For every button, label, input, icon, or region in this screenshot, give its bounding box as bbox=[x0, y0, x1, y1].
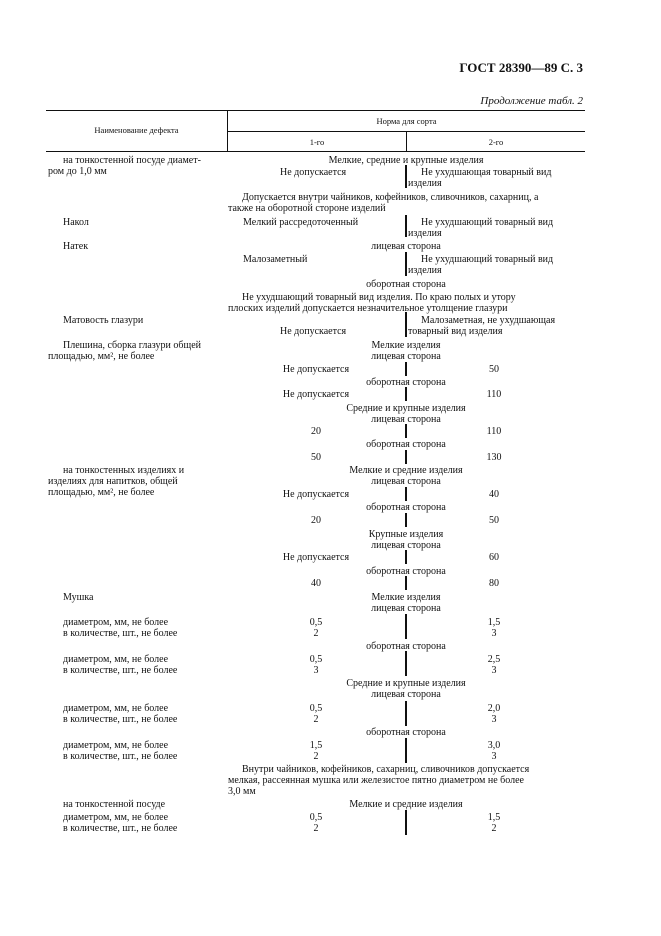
grade-2-value: изделия bbox=[408, 265, 442, 276]
defect-name: изделиях для напитков, общей bbox=[48, 476, 178, 487]
grade-2-value: 3 bbox=[491, 665, 497, 676]
grade-2-value: 1,5 bbox=[487, 617, 501, 628]
grade-2-value: 60 bbox=[489, 552, 499, 563]
note-text: мелкая, рассеянная мушка или железистое пятно диаметром не более bbox=[228, 775, 524, 786]
note-text: Не ухудшающий товарный вид изделия. По краю полых и утору bbox=[242, 292, 516, 303]
grade-separator bbox=[405, 215, 407, 237]
param-label: в количестве, шт., не более bbox=[63, 628, 178, 639]
grade-1-value: Не допускается bbox=[282, 364, 350, 375]
size-group-label: Мелкие, средние и крупные изделия bbox=[328, 155, 484, 166]
grade-separator bbox=[405, 312, 407, 337]
defect-name: площадью, мм², не более bbox=[48, 351, 155, 362]
standard-designation: ГОСТ 28390—89 С. 3 bbox=[459, 60, 583, 75]
side-label: лицевая сторона bbox=[371, 351, 441, 362]
grade-separator bbox=[405, 165, 407, 188]
grade-1-value: 50 bbox=[311, 452, 321, 463]
param-label: в количестве, шт., не более bbox=[63, 665, 178, 676]
grade-2-value: Не ухудшающая товарный вид bbox=[421, 167, 552, 178]
defect-name: на тонкостенной посуде диамет- bbox=[63, 155, 201, 166]
grade-2-value: 3 bbox=[491, 714, 497, 725]
grade-2-value: 3 bbox=[491, 751, 497, 762]
size-group-label: Мелкие изделия bbox=[371, 340, 441, 351]
grade-2-value: 50 bbox=[489, 515, 499, 526]
grade-2-value: 3,0 bbox=[487, 740, 501, 751]
defect-name: площадью, мм², не более bbox=[48, 487, 155, 498]
grade-1-value: 2 bbox=[313, 628, 319, 639]
param-label: в количестве, шт., не более bbox=[63, 714, 178, 725]
grade-2-value: 1,5 bbox=[487, 812, 501, 823]
grade-2-value: 50 bbox=[489, 364, 499, 375]
note-text: Внутри чайников, кофейников, сахарниц, сливочников допускается bbox=[242, 764, 530, 775]
grade-2-value: товарный вид изделия bbox=[408, 326, 503, 337]
grade-2-value: 2,5 bbox=[487, 654, 501, 665]
grade-1-value: Мелкий рассредоточенный bbox=[243, 217, 359, 228]
param-label: диаметром, мм, не более bbox=[63, 654, 169, 665]
header-defect-name: Наименование дефекта bbox=[94, 125, 179, 135]
grade-1-value: 40 bbox=[311, 578, 321, 589]
defect-name: Плешина, сборка глазури общей bbox=[63, 340, 201, 351]
header-grade-2: 2-го bbox=[488, 137, 504, 147]
side-label: оборотная сторона bbox=[366, 279, 446, 290]
side-label: лицевая сторона bbox=[371, 689, 441, 700]
grade-2-value: 110 bbox=[486, 426, 502, 437]
grade-2-value: 130 bbox=[486, 452, 502, 463]
grade-2-value: Не ухудшающий товарный вид bbox=[421, 254, 554, 265]
header-norm: Норма для сорта bbox=[376, 116, 437, 126]
grade-1-value: 2 bbox=[313, 751, 319, 762]
grade-2-value: 110 bbox=[486, 389, 502, 400]
grade-2-value: 2 bbox=[491, 823, 497, 834]
grade-2-value: 80 bbox=[489, 578, 499, 589]
note-text: плоских изделий допускается незначительное утолщение глазури bbox=[228, 303, 508, 314]
size-group-label: Мелкие и средние изделия bbox=[349, 465, 463, 476]
defect-name: ром до 1,0 мм bbox=[48, 166, 107, 177]
grade-1-value: 1,5 bbox=[309, 740, 323, 751]
param-label: диаметром, мм, не более bbox=[63, 617, 169, 628]
size-group-label: Мелкие и средние изделия bbox=[349, 799, 463, 810]
side-label: оборотная сторона bbox=[366, 566, 446, 577]
grade-1-value: 20 bbox=[311, 515, 321, 526]
defect-name: Матовость глазури bbox=[63, 315, 144, 326]
size-group-label: Мелкие изделия bbox=[371, 592, 441, 603]
side-label: оборотная сторона bbox=[366, 439, 446, 450]
side-label: оборотная сторона bbox=[366, 377, 446, 388]
size-group-label: Крупные изделия bbox=[368, 529, 444, 540]
grade-1-value: 0,5 bbox=[309, 654, 323, 665]
grade-separator bbox=[405, 252, 407, 276]
grade-2-value: 3 bbox=[491, 628, 497, 639]
grade-2-value: изделия bbox=[408, 228, 442, 239]
defect-name: на тонкостенной посуде bbox=[63, 799, 166, 810]
grade-1-value: 2 bbox=[313, 823, 319, 834]
side-label: лицевая сторона bbox=[371, 603, 441, 614]
header-grade-1: 1-го bbox=[309, 137, 325, 147]
grade-1-value: Малозаметный bbox=[243, 254, 308, 265]
param-label: в количестве, шт., не более bbox=[63, 823, 178, 834]
grade-1-value: 0,5 bbox=[309, 812, 323, 823]
defect-name: Накол bbox=[63, 217, 89, 228]
grade-1-value: Не допускается bbox=[282, 389, 350, 400]
grade-1-value: 0,5 bbox=[309, 703, 323, 714]
note-text: также на оборотной стороне изделий bbox=[228, 203, 386, 214]
table-top-border bbox=[46, 110, 585, 111]
side-label: оборотная сторона bbox=[366, 727, 446, 738]
side-label: лицевая сторона bbox=[371, 540, 441, 551]
grade-2-value: Не ухудшающий товарный вид bbox=[421, 217, 554, 228]
side-label: лицевая сторона bbox=[371, 476, 441, 487]
grade-1-value: Не допускается bbox=[282, 552, 350, 563]
side-label: оборотная сторона bbox=[366, 641, 446, 652]
grade-2-value: 40 bbox=[489, 489, 499, 500]
defect-name: на тонкостенных изделиях и bbox=[63, 465, 185, 476]
param-label: диаметром, мм, не более bbox=[63, 703, 169, 714]
grade-1-value: Не допускается bbox=[282, 489, 350, 500]
header-bottom-border bbox=[46, 151, 585, 152]
table-continuation-label: Продолжение табл. 2 bbox=[480, 95, 583, 107]
grade-2-value: 2,0 bbox=[487, 703, 501, 714]
grade-2-value: изделия bbox=[408, 178, 442, 189]
grade-2-value: Малозаметная, не ухудшающая bbox=[421, 315, 556, 326]
side-label: лицевая сторона bbox=[371, 241, 441, 252]
size-group-label: Средние и крупные изделия bbox=[346, 403, 466, 414]
grade-1-value: 3 bbox=[313, 665, 319, 676]
param-label: диаметром, мм, не более bbox=[63, 812, 169, 823]
defect-name: Мушка bbox=[63, 592, 94, 603]
grade-1-value: 2 bbox=[313, 714, 319, 725]
side-label: оборотная сторона bbox=[366, 502, 446, 513]
param-label: диаметром, мм, не более bbox=[63, 740, 169, 751]
note-text: Допускается внутри чайников, кофейников, сливочников, сахарниц, а bbox=[242, 192, 539, 203]
grade-1-value: Не допускается bbox=[280, 167, 347, 178]
param-label: в количестве, шт., не более bbox=[63, 751, 178, 762]
size-group-label: Средние и крупные изделия bbox=[346, 678, 466, 689]
side-label: лицевая сторона bbox=[371, 414, 441, 425]
grade-1-value: 20 bbox=[311, 426, 321, 437]
defect-name: Натек bbox=[63, 241, 89, 252]
grade-1-value: 0,5 bbox=[309, 617, 323, 628]
note-text: 3,0 мм bbox=[228, 786, 256, 797]
grade-1-value: Не допускается bbox=[280, 326, 347, 337]
